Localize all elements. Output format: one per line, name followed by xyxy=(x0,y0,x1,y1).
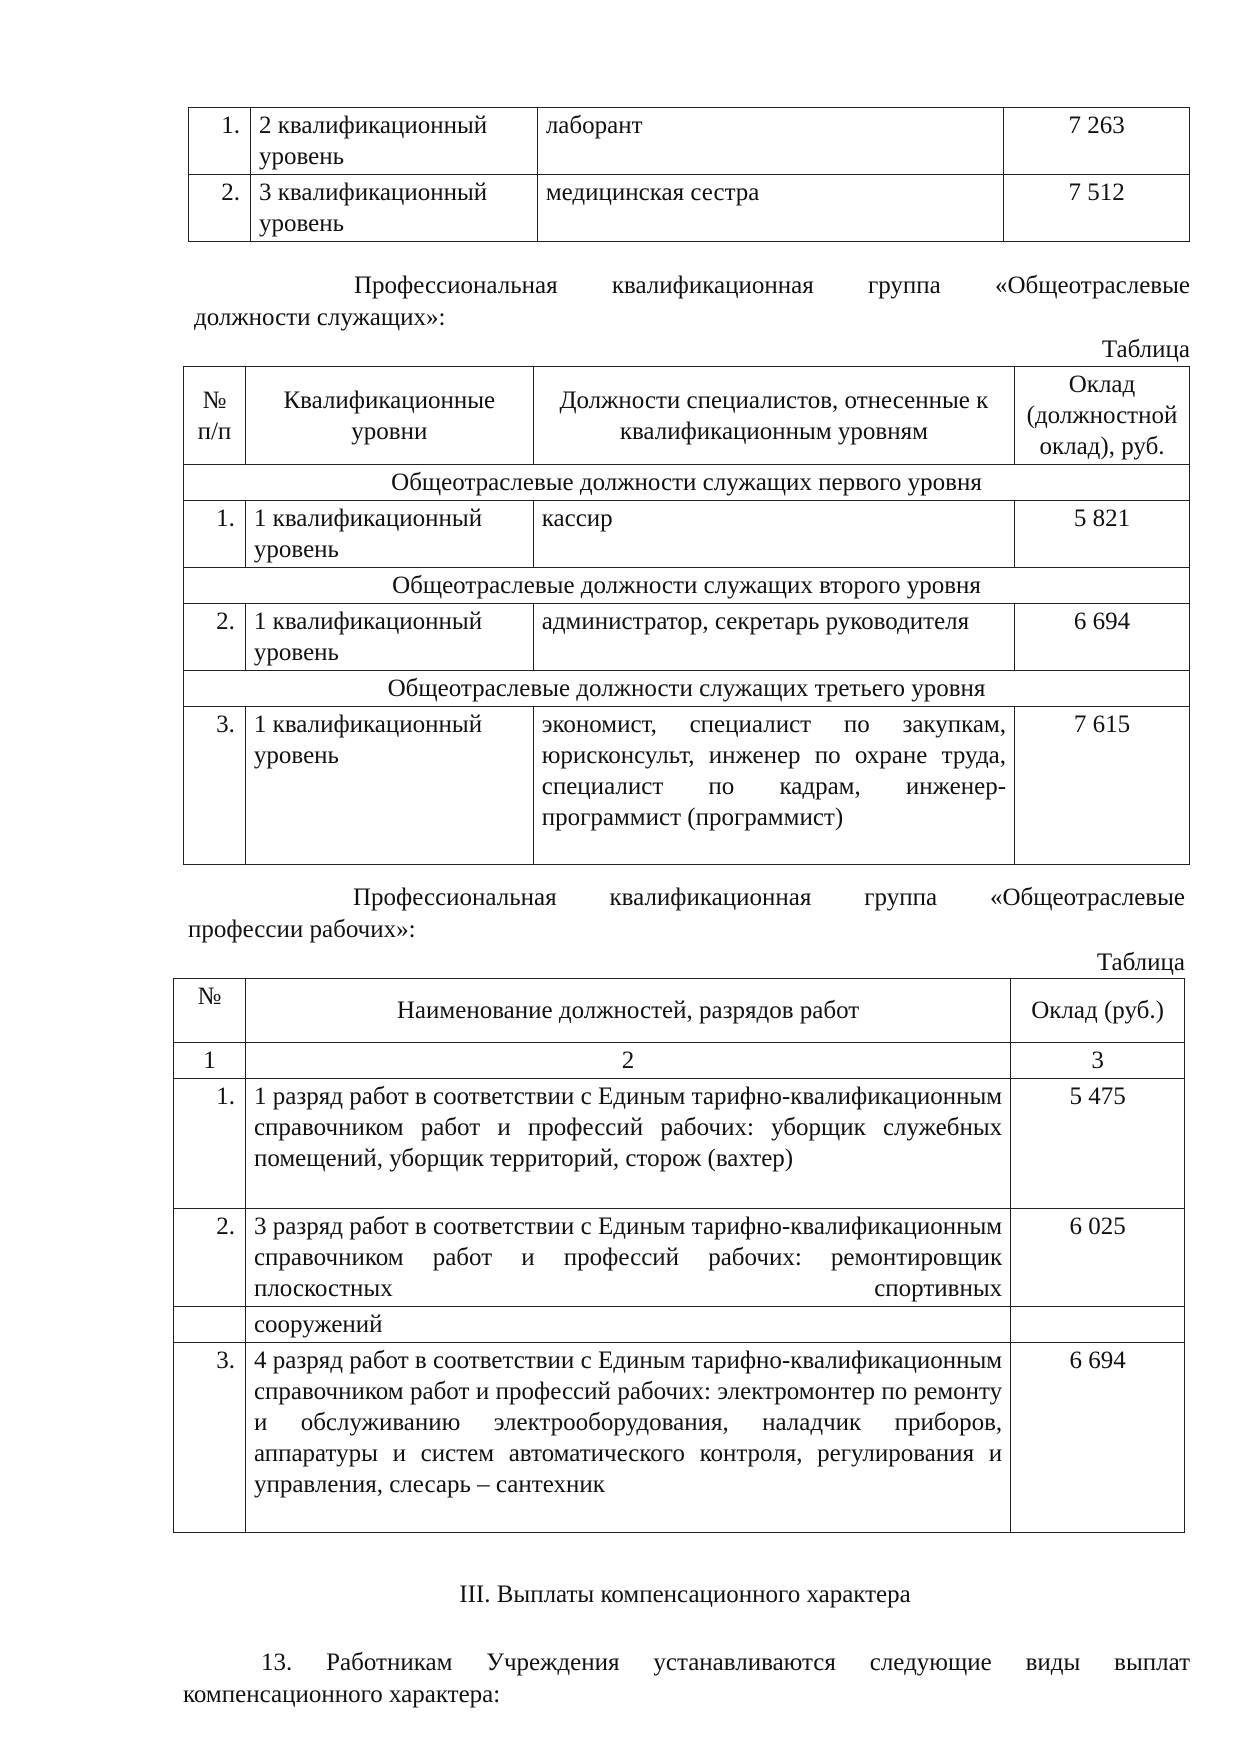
table-caption: Таблица xyxy=(1101,336,1190,363)
qualification-level: 3 квалификационный уровень xyxy=(250,175,537,242)
header-salary: Оклад (должностной оклад), руб. xyxy=(1015,367,1190,465)
intro-line: должности служащих»: xyxy=(194,304,446,331)
table-row xyxy=(174,1307,1185,1343)
intro-line: Профессиональная квалификационная группа «Общеотраслевые xyxy=(354,272,1190,299)
intro-line: Профессиональная квалификационная группа «Общеотраслевые xyxy=(353,884,1185,911)
table-row xyxy=(174,1343,1185,1533)
table-header-row xyxy=(174,979,1185,1043)
table-row xyxy=(174,1079,1185,1209)
salary-value: 5 821 xyxy=(1015,501,1190,568)
position-name: кассир xyxy=(533,501,1014,568)
row-number: 1. xyxy=(174,1079,246,1209)
qualification-level: 1 квалификационный уровень xyxy=(245,604,533,671)
employees-intro-paragraph xyxy=(194,270,1190,334)
column-number: 2 xyxy=(245,1043,1010,1079)
group-title: Общеотраслевые должности служащих второго уровня xyxy=(184,568,1190,604)
qualification-level: 1 квалификационный уровень xyxy=(245,501,533,568)
header-level: Квалификационные уровни xyxy=(245,367,533,465)
column-number-row xyxy=(174,1043,1185,1079)
table-medical-staff xyxy=(188,107,1190,242)
salary-value xyxy=(1011,1307,1185,1343)
position-name: администратор, секретарь руководителя xyxy=(533,604,1014,671)
table-row xyxy=(184,604,1190,671)
header-name: Наименование должностей, разрядов работ xyxy=(245,979,1010,1043)
column-number: 1 xyxy=(174,1043,246,1079)
header-salary: Оклад (руб.) xyxy=(1011,979,1185,1043)
column-number: 3 xyxy=(1011,1043,1185,1079)
qualification-level: 2 квалификационный уровень xyxy=(250,108,537,175)
row-number: 3. xyxy=(174,1343,246,1533)
table-row xyxy=(184,707,1190,865)
row-number xyxy=(174,1307,246,1343)
table-row xyxy=(174,1209,1185,1307)
group-title: Общеотраслевые должности служащих третьего уровня xyxy=(184,671,1190,707)
table-row xyxy=(189,175,1190,242)
intro-line: профессии рабочих»: xyxy=(188,916,416,943)
row-number: 1. xyxy=(184,501,246,568)
salary-value: 6 694 xyxy=(1011,1343,1185,1533)
row-number: 2. xyxy=(184,604,246,671)
section-heading: III. Выплаты компенсационного характера xyxy=(459,1581,911,1608)
salary-value: 5 475 xyxy=(1011,1079,1185,1209)
header-positions: Должности специалистов, отнесенные к квалификационным уровням xyxy=(533,367,1014,465)
profession-text: 3 разряд работ в соответствии с Единым тарифно-квалификационным справочником работ и профессий рабочих: ремонтировщик плоскостных спортивных xyxy=(245,1209,1010,1307)
salary-value: 6 025 xyxy=(1011,1209,1185,1307)
salary-value: 7 263 xyxy=(1004,108,1190,175)
salary-value: 7 615 xyxy=(1015,707,1190,865)
workers-intro-paragraph xyxy=(188,882,1185,946)
compensation-paragraph xyxy=(183,1647,1190,1711)
position-name: лаборант xyxy=(537,108,1003,175)
profession-text: сооружений xyxy=(245,1307,1010,1343)
salary-value: 6 694 xyxy=(1015,604,1190,671)
table-row xyxy=(184,501,1190,568)
paragraph-line: 13. Работникам Учреждения устанавливаются следующие виды выплат xyxy=(261,1649,1190,1676)
table-employee-positions xyxy=(183,366,1190,865)
group-row xyxy=(184,568,1190,604)
header-num: № xyxy=(174,979,246,1043)
row-number: 2. xyxy=(189,175,251,242)
salary-value: 7 512 xyxy=(1004,175,1190,242)
row-number: 1. xyxy=(189,108,251,175)
paragraph-line: компенсационного характера: xyxy=(183,1681,501,1708)
table-caption: Таблица xyxy=(1096,949,1185,976)
row-number: 3. xyxy=(184,707,246,865)
group-title: Общеотраслевые должности служащих первого уровня xyxy=(184,465,1190,501)
row-number: 2. xyxy=(174,1209,246,1307)
table-worker-professions xyxy=(173,978,1185,1533)
position-name: экономист, специалист по закупкам, юрисконсульт, инженер по охране труда, специалист по кадрам, инженер-программист (программист) xyxy=(533,707,1014,865)
table-header-row xyxy=(184,367,1190,465)
profession-text: 4 разряд работ в соответствии с Единым тарифно-квалификационным справочником работ и профессий рабочих: электромонтер по ремонту и обслуживанию электрооборудования, наладчик приборов, аппаратуры и систем автоматического контроля, регулирования и управления, слесарь – сантехник xyxy=(245,1343,1010,1533)
group-row xyxy=(184,671,1190,707)
table-row xyxy=(189,108,1190,175)
position-name: медицинская сестра xyxy=(537,175,1003,242)
group-row xyxy=(184,465,1190,501)
header-num: № п/п xyxy=(184,367,246,465)
profession-text: 1 разряд работ в соответствии с Единым тарифно-квалификационным справочником работ и профессий рабочих: уборщик служебных помещений, уборщик территорий, сторож (вахтер) xyxy=(245,1079,1010,1209)
qualification-level: 1 квалификационный уровень xyxy=(245,707,533,865)
